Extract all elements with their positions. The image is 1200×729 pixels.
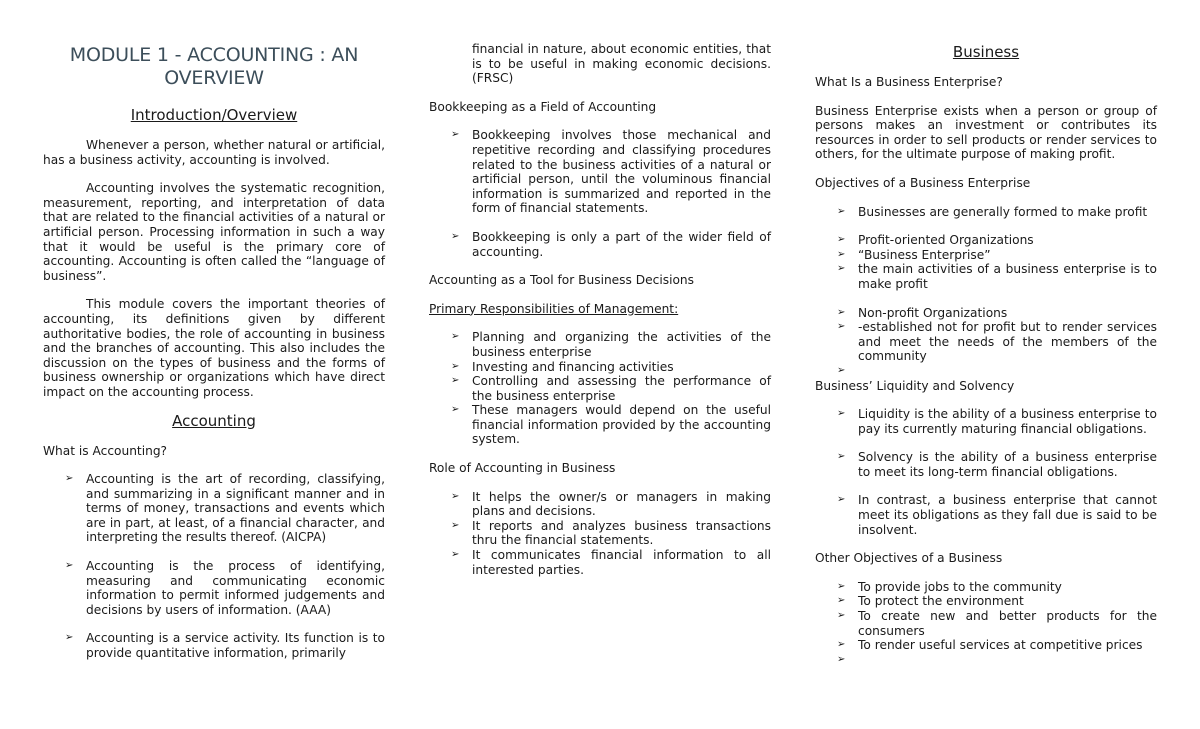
list-item: ➢ It communicates financial information to all interested parties. bbox=[451, 548, 771, 577]
tool-for-decisions-heading: Accounting as a Tool for Business Decisions bbox=[429, 273, 694, 288]
bullet-arrow-icon: ➢ bbox=[451, 404, 460, 416]
bullet-arrow-icon: ➢ bbox=[837, 321, 846, 333]
list-item: ➢ Accounting is a service activity. Its function is to provide quantitative information, primarily bbox=[65, 631, 385, 661]
bullet-arrow-icon: ➢ bbox=[837, 610, 846, 622]
list-item: ➢ Solvency is the ability of a business enterprise to meet its long-term financial obligations. bbox=[837, 450, 1157, 479]
bullet-arrow-icon: ➢ bbox=[451, 490, 460, 502]
bullet-arrow-icon: ➢ bbox=[65, 560, 74, 572]
continued-definition bbox=[429, 42, 771, 86]
liquidity-solvency-heading: Business’ Liquidity and Solvency bbox=[815, 378, 1015, 393]
accounting-definitions-list bbox=[43, 472, 385, 661]
bullet-arrow-icon: ➢ bbox=[451, 375, 460, 387]
bookkeeping-heading: Bookkeeping as a Field of Accounting bbox=[429, 99, 657, 114]
bullet-arrow-icon: ➢ bbox=[837, 364, 846, 376]
intro-paragraph-1: Whenever a person, whether natural or artificial, has a business activity, accounting is involved. bbox=[43, 138, 385, 167]
module-title: MODULE 1 - ACCOUNTING : AN OVERVIEW bbox=[69, 44, 359, 89]
list-item bbox=[815, 364, 1157, 379]
accounting-heading: Accounting bbox=[172, 411, 256, 430]
list-item: ➢ To create new and better products for the consumers bbox=[837, 609, 1157, 638]
nonprofit-list bbox=[815, 306, 1157, 379]
primary-responsibilities-label: Primary Responsibilities of Management: bbox=[429, 301, 679, 316]
list-item: ➢ the main activities of a business enterprise is to make profit bbox=[837, 262, 1157, 291]
list-item: ➢ Accounting is the art of recording, classifying, and summarizing in a significant manner and in terms of money, transactions and events which are in part, at least, of a financial character, and interpreting the results thereof. (AICPA) bbox=[65, 472, 385, 545]
column-3 bbox=[815, 0, 1157, 667]
list-item: ➢ Bookkeeping involves those mechanical and repetitive recording and classifying procedures related to the business activities of a natural or artificial person, until the voluminous financial information is summarized and reported in the form of financial statements. bbox=[451, 128, 771, 216]
other-objectives-list bbox=[815, 580, 1157, 668]
bullet-arrow-icon: ➢ bbox=[837, 205, 846, 217]
list-item-continued: financial in nature, about economic entities, that is to be useful in making economic decisions. (FRSC) bbox=[472, 42, 771, 86]
objectives-list bbox=[815, 205, 1157, 220]
bullet-arrow-icon: ➢ bbox=[837, 595, 846, 607]
list-item: ➢ “Business Enterprise” bbox=[837, 247, 991, 262]
list-item: ➢ To protect the environment bbox=[837, 594, 1024, 609]
list-item: ➢ It helps the owner/s or managers in making plans and decisions. bbox=[451, 489, 771, 519]
bullet-arrow-icon: ➢ bbox=[837, 494, 846, 506]
column-2 bbox=[429, 0, 771, 577]
bullet-arrow-icon: ➢ bbox=[837, 248, 846, 260]
other-objectives-heading: Other Objectives of a Business bbox=[815, 551, 1003, 566]
bullet-arrow-icon: ➢ bbox=[837, 234, 846, 246]
bullet-arrow-icon: ➢ bbox=[451, 129, 460, 141]
list-item: ➢ Planning and organizing the activities of the business enterprise bbox=[451, 330, 771, 359]
enterprise-paragraph: Business Enterprise exists when a person or group of persons makes an investment or contributes its resources in order to sell products or render services to others, for the ultimate purpose of making profit. bbox=[815, 103, 1157, 162]
list-item: ➢ Non-profit Organizations bbox=[837, 305, 1008, 320]
bullet-arrow-icon: ➢ bbox=[837, 408, 846, 420]
bullet-arrow-icon: ➢ bbox=[837, 263, 846, 275]
list-item: ➢ -established not for profit but to render services and meet the needs of the members of the community bbox=[837, 320, 1157, 364]
intro-paragraph-2: Accounting involves the systematic recognition, measurement, reporting, and interpretation of data that are related to the financial activities of a natural or artificial person. Processing information in such a way that it would be useful is the primary core of accounting. Accounting is often called the “language of business”. bbox=[43, 181, 385, 283]
list-item: ➢ Bookkeeping is only a part of the wider field of accounting. bbox=[451, 229, 771, 259]
list-item: ➢ It reports and analyzes business transactions thru the financial statements. bbox=[451, 518, 771, 548]
list-item: ➢ In contrast, a business enterprise that cannot meet its obligations as they fall due is said to be insolvent. bbox=[837, 493, 1157, 537]
bullet-arrow-icon: ➢ bbox=[451, 549, 460, 561]
list-item: ➢ To render useful services at competitive prices bbox=[837, 638, 1143, 653]
bullet-arrow-icon: ➢ bbox=[65, 473, 74, 485]
bullet-arrow-icon: ➢ bbox=[837, 580, 846, 592]
list-item: ➢ To provide jobs to the community bbox=[837, 579, 1062, 594]
business-heading: Business bbox=[952, 43, 1020, 61]
list-item: ➢ Accounting is the process of identifying, measuring and communicating economic information to permit informed judgements and decisions by users of information. (AAA) bbox=[65, 559, 385, 617]
introduction-heading: Introduction/Overview bbox=[130, 106, 298, 124]
bullet-arrow-icon: ➢ bbox=[837, 306, 846, 318]
list-item: ➢ Liquidity is the ability of a business enterprise to pay its currently maturing financial obligations. bbox=[837, 407, 1157, 436]
responsibilities-list bbox=[429, 330, 771, 447]
profit-list bbox=[815, 233, 1157, 291]
liquidity-list bbox=[815, 407, 1157, 537]
list-item: ➢ Investing and financing activities bbox=[451, 359, 674, 374]
list-item: ➢ Controlling and assessing the performance of the business enterprise bbox=[451, 374, 771, 403]
bookkeeping-list bbox=[429, 128, 771, 259]
role-list bbox=[429, 490, 771, 578]
bullet-arrow-icon: ➢ bbox=[837, 653, 846, 665]
bullet-arrow-icon: ➢ bbox=[451, 230, 460, 242]
bullet-arrow-icon: ➢ bbox=[451, 519, 460, 531]
list-item: ➢ Businesses are generally formed to make profit bbox=[837, 204, 1148, 219]
bullet-arrow-icon: ➢ bbox=[451, 360, 460, 372]
what-is-enterprise-heading: What Is a Business Enterprise? bbox=[815, 75, 1003, 89]
list-item bbox=[815, 653, 1157, 668]
intro-paragraph-3: This module covers the important theories of accounting, its definitions given by different authoritative bodies, the role of accounting in business and the branches of accounting. This also includes the discussion on the types of business and the forms of business ownership or organizations which have direct impact on the accounting process. bbox=[43, 297, 385, 399]
list-item: ➢ Profit-oriented Organizations bbox=[837, 233, 1034, 248]
bullet-arrow-icon: ➢ bbox=[65, 632, 74, 644]
column-1 bbox=[43, 0, 385, 661]
bullet-arrow-icon: ➢ bbox=[837, 451, 846, 463]
list-item: ➢ These managers would depend on the useful financial information provided by the accounting system. bbox=[451, 403, 771, 447]
objectives-heading: Objectives of a Business Enterprise bbox=[815, 175, 1031, 190]
bullet-arrow-icon: ➢ bbox=[837, 639, 846, 651]
bullet-arrow-icon: ➢ bbox=[451, 331, 460, 343]
what-is-accounting-heading: What is Accounting? bbox=[43, 443, 168, 458]
role-of-accounting-heading: Role of Accounting in Business bbox=[429, 461, 616, 476]
